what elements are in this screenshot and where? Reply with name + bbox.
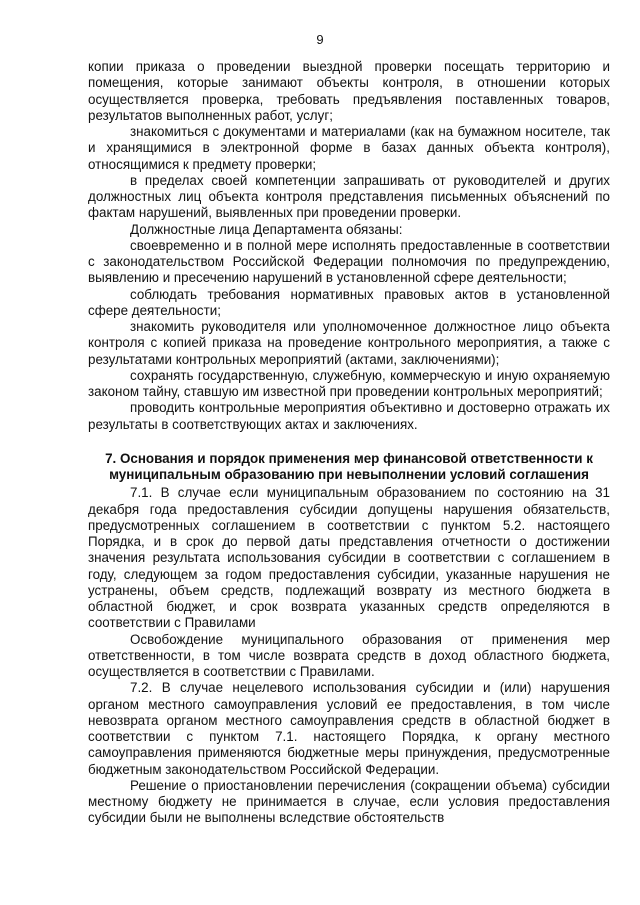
paragraph: Должностные лица Департамента обязаны: — [130, 221, 403, 237]
paragraph: знакомить руководителя или уполномоченное должностное лицо объекта контроля с копией приказа на проведение контрольного мероприятия, а также с результатами контрольных мероприятий (актами, заключениями); — [88, 319, 610, 367]
page-number: 9 — [316, 32, 324, 47]
paragraph: знакомиться с документами и материалами (как на бумажном носителе, так и хранящимися в электронной форме в базах данных объекта контроля), относящимися к предмету проверки; — [88, 124, 610, 172]
paragraph: своевременно и в полной мере исполнять предоставленные в соответствии с законодательством Российской Федерации полномочия по предупреждению, выявлению и пресечению нарушений в установленной сфере деятельности; — [88, 237, 610, 286]
section-heading: 7. Основания и порядок применения мер финансовой ответственности к муниципальным образованию при невыполнении условий соглашения — [105, 450, 593, 482]
document-body — [88, 59, 610, 827]
paragraph: копии приказа о проведении выездной проверки посещать территорию и помещения, которые занимают объекты контроля, в отношении которых осуществляется проверка, требовать предъявления поставленных товаров, результатов выполненных работ, услуг; — [88, 59, 610, 123]
paragraph: проводить контрольные мероприятия объективно и достоверно отражать их результаты в соответствующих актах и заключениях. — [88, 400, 610, 432]
paragraph: 7.2. В случае нецелевого использования субсидии и (или) нарушения органом местного самоуправления условий ее предоставления, в том числе невозврата органом местного самоуправления средств в областной бюджет в соответствии с пунктом 7.1. настоящего Порядка, к органу местного самоуправления применяются бюджетные меры принуждения, предусмотренные бюджетным законодательством Российской Федерации. — [88, 680, 610, 777]
paragraph: соблюдать требования нормативных правовых актов в установленной сфере деятельности; — [88, 286, 610, 318]
paragraph: Освобождение муниципального образования от применения мер ответственности, в том числе возврата средств в доход областного бюджета, осуществляется в соответствии с Правилами. — [88, 631, 610, 679]
paragraph: 7.1. В случае если муниципальным образованием по состоянию на 31 декабря года предоставления субсидии допущены нарушения обязательств, предусмотренных соглашением в соответствии с пунктом 5.2. настоящего Порядка, и в срок до первой даты представления отчетности о достижении значения результата использования субсидии в соответствии с соглашением в году, следующем за годом предоставления субсидии, указанные нарушения не устранены, объем средств, подлежащий возврату из местного бюджета в областной бюджет, и срок возврата указанных средств определяются в соответствии с Правилами — [88, 485, 610, 631]
paragraph: в пределах своей компетенции запрашивать от руководителей и других должностных лиц объекта контроля представления письменных объяснений по фактам нарушений, выявленных при проведении проверки. — [88, 172, 610, 221]
paragraph: сохранять государственную, служебную, коммерческую и иную охраняемую законом тайну, ставшую им известной при проведении контрольных мероприятий; — [88, 367, 610, 399]
paragraph: Решение о приостановлении перечисления (сокращении объема) субсидии местному бюджету не принимается в случае, если условия предоставления субсидии были не выполнены вследствие обстоятельств — [88, 777, 610, 826]
